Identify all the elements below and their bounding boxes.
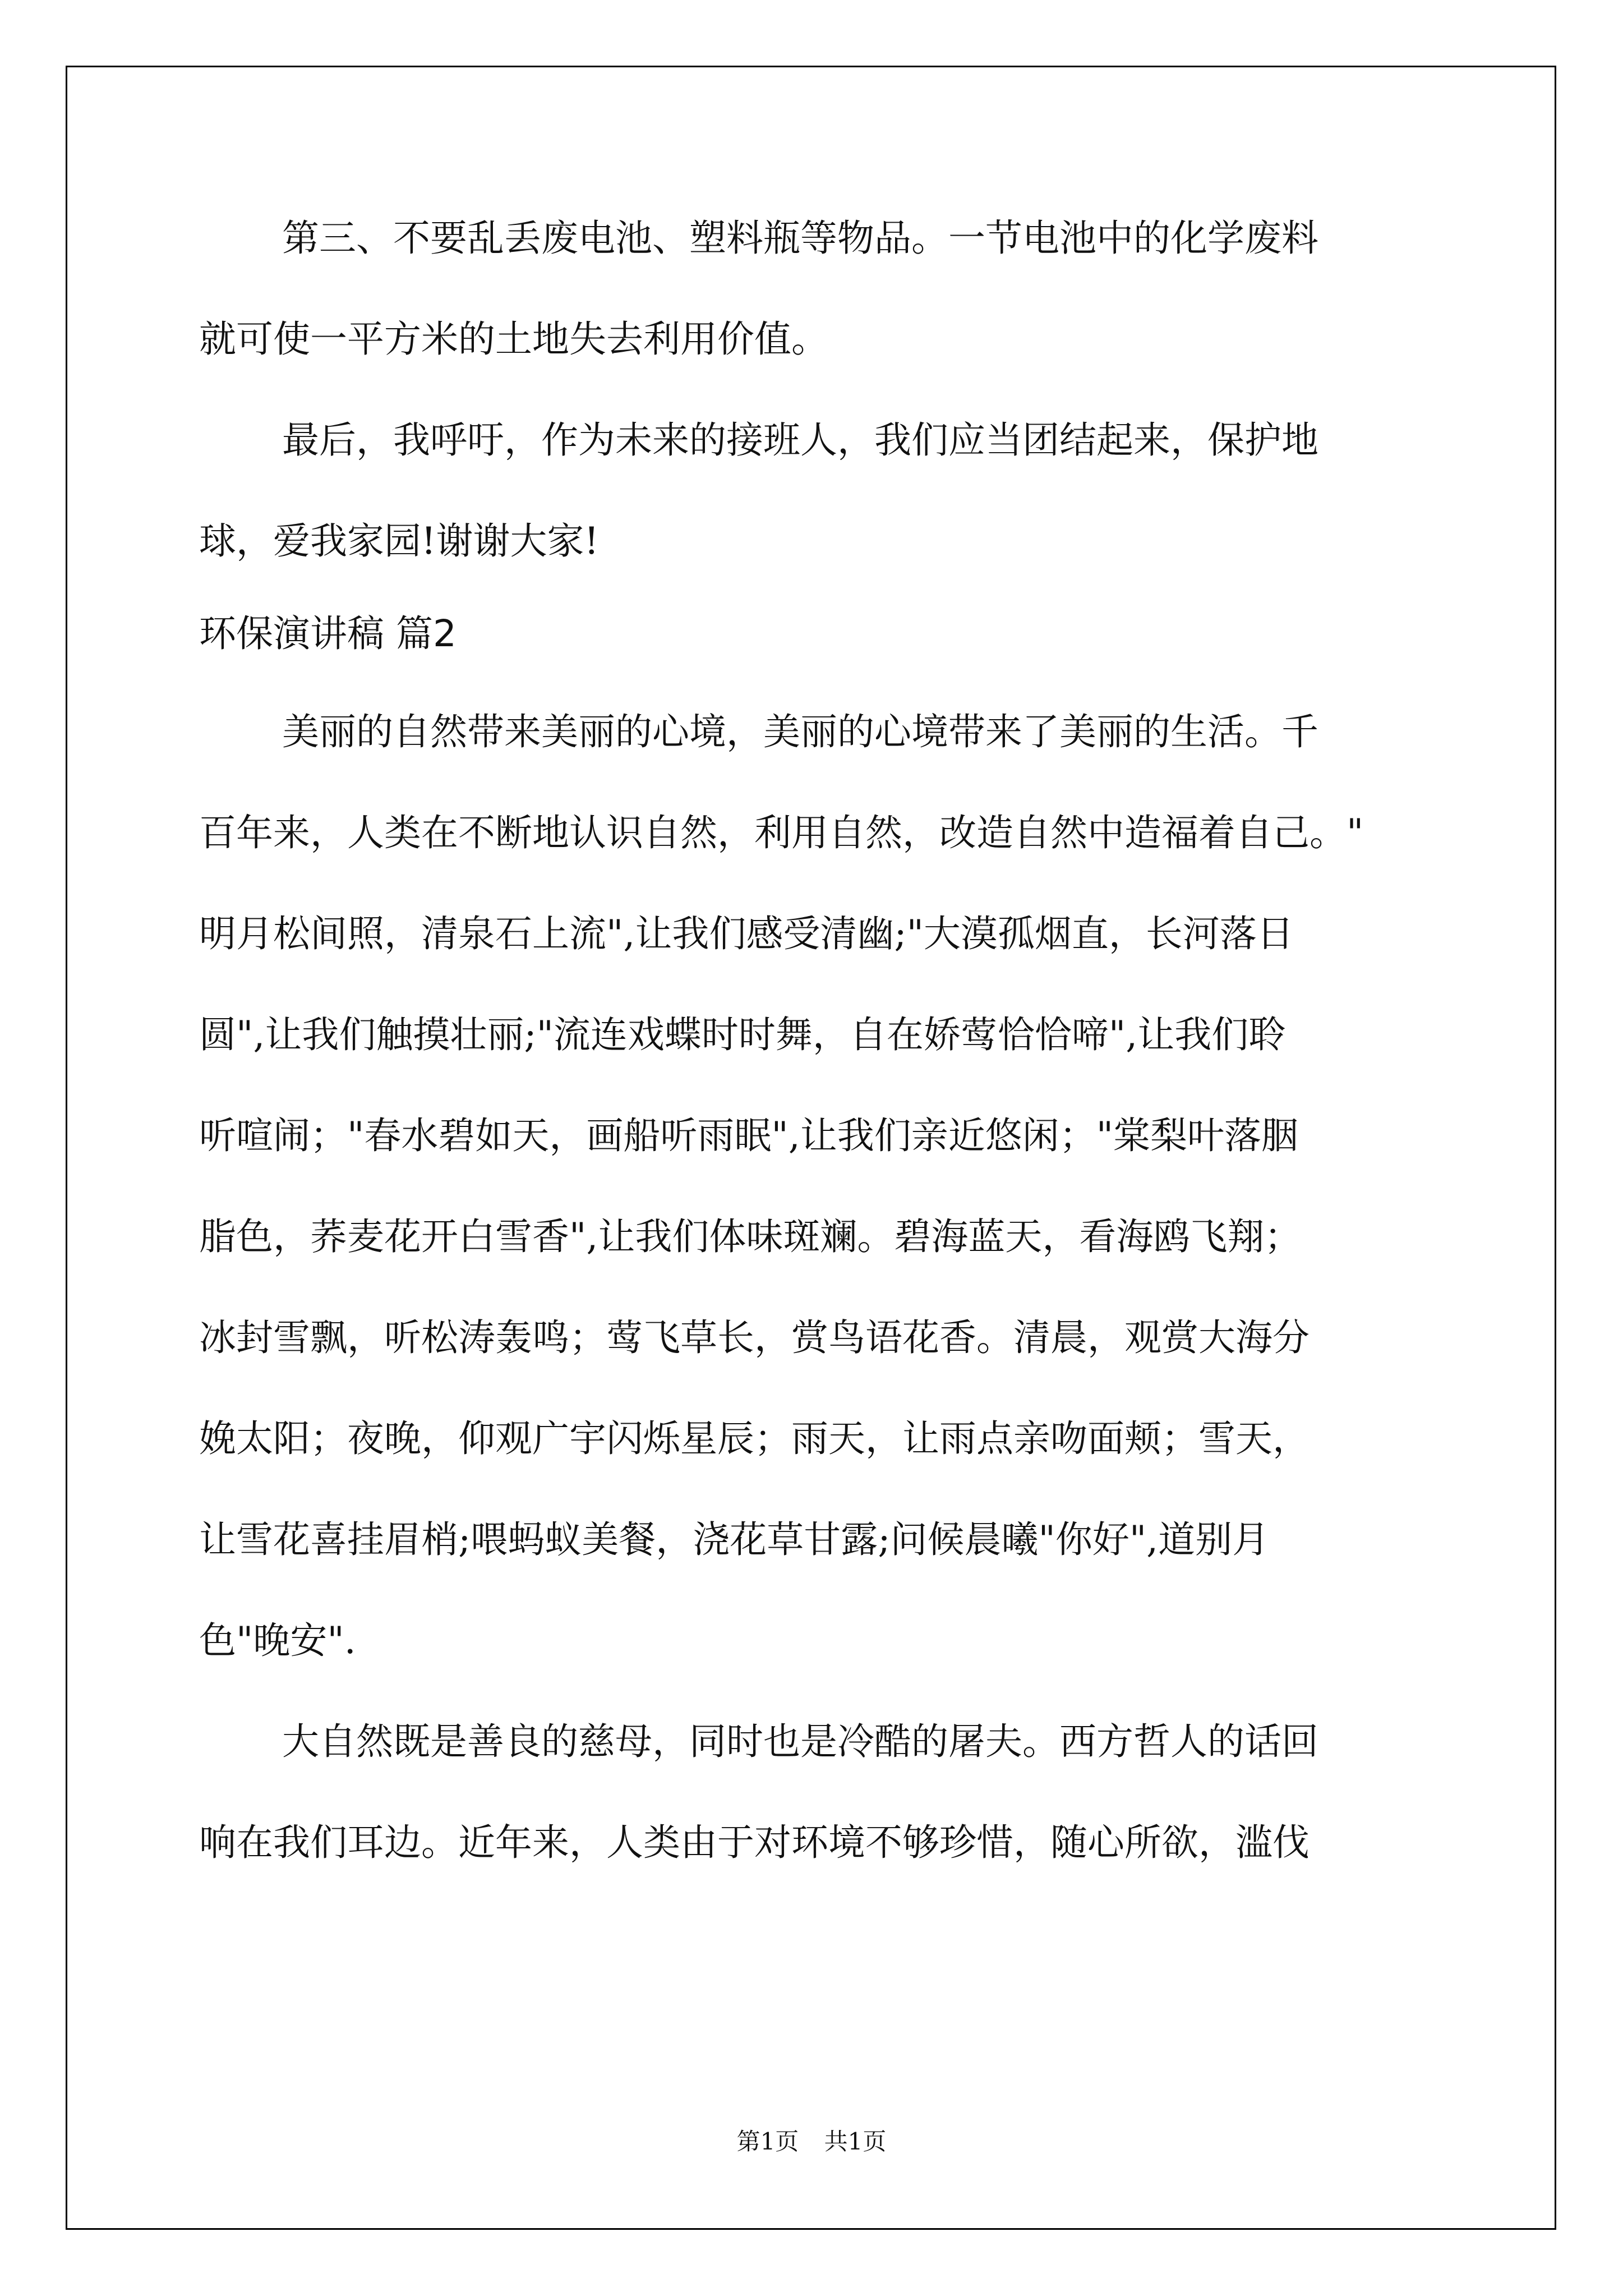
paragraph-line: 最后，我呼吁，作为未来的接班人，我们应当团结起来，保护地 [282, 418, 1318, 462]
page-number: 第1页 [736, 2128, 799, 2155]
page-footer [0, 2123, 1623, 2157]
section-heading: 环保演讲稿 篇2 [199, 612, 457, 655]
paragraph-line: 听喧闹；"春水碧如天，画船听雨眠",让我们亲近悠闲；"棠梨叶落胭 [199, 1114, 1299, 1157]
paragraph-line: 圆",让我们触摸壮丽;"流连戏蝶时时舞，自在娇莺恰恰啼",让我们聆 [199, 1013, 1286, 1056]
paragraph-line: 冰封雪飘，听松涛轰鸣；莺飞草长，赏鸟语花香。清晨，观赏大海分 [199, 1316, 1310, 1359]
paragraph-line: 明月松间照，清泉石上流",让我们感受清幽;"大漠孤烟直，长河落日 [199, 912, 1294, 955]
paragraph-line: 第三、不要乱丢废电池、塑料瓶等物品。一节电池中的化学废料 [282, 217, 1318, 260]
paragraph-line: 百年来，人类在不断地认识自然，利用自然，改造自然中造福着自己。" [199, 811, 1364, 854]
paragraph-line: 美丽的自然带来美丽的心境，美丽的心境带来了美丽的生活。千 [282, 710, 1318, 753]
paragraph-line: 娩太阳；夜晚，仰观广宇闪烁星辰；雨天，让雨点亲吻面颊；雪天， [199, 1417, 1310, 1460]
page-total: 共1页 [824, 2128, 887, 2155]
paragraph-line: 脂色，荞麦花开白雪香",让我们体味斑斓。碧海蓝天，看海鸥飞翔； [199, 1215, 1302, 1258]
paragraph-line: 就可使一平方米的土地失去利用价值。 [199, 318, 828, 361]
paragraph-line: 大自然既是善良的慈母，同时也是冷酷的屠夫。西方哲人的话回 [282, 1720, 1318, 1763]
paragraph-line: 让雪花喜挂眉梢;喂蚂蚁美餐，浇花草甘露;问候晨曦"你好",道别月 [199, 1518, 1270, 1561]
paragraph-line: 响在我们耳边。近年来，人类由于对环境不够珍惜，随心所欲，滥伐 [199, 1821, 1310, 1864]
paragraph-line: 球，爱我家园!谢谢大家! [199, 519, 600, 563]
paragraph-line: 色"晚安". [199, 1619, 356, 1662]
